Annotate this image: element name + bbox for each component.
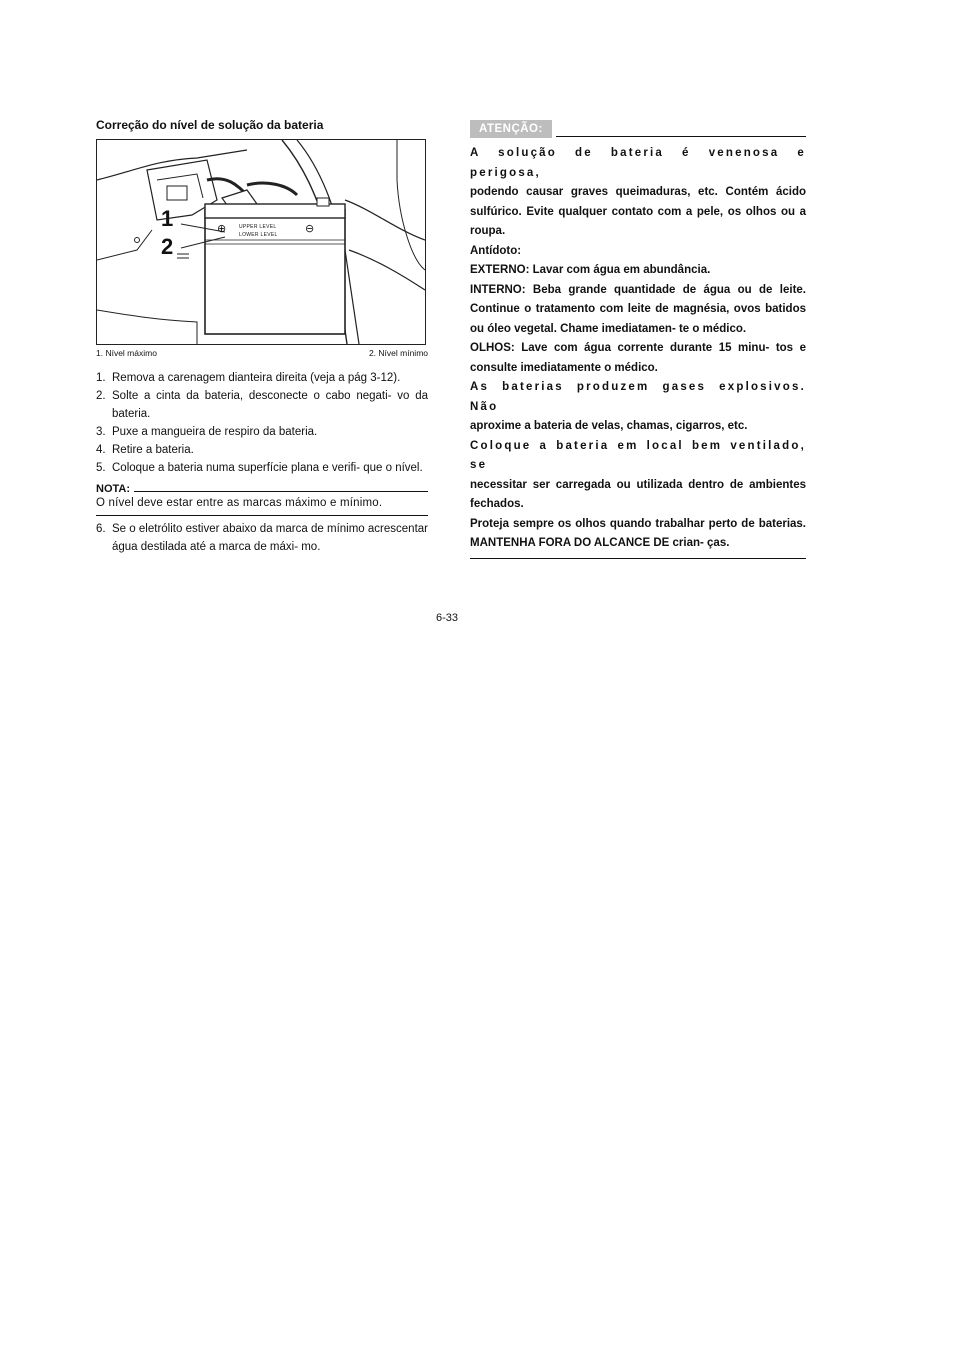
warning-paragraph: Coloque a bateria em local bem ventilado, se (470, 439, 806, 471)
warning-paragraph: podendo causar graves queimaduras, etc. Contém ácido sulfúrico. Evite qualquer contato com a pele, os olhos ou a roupa. (470, 186, 806, 237)
nota-rule (134, 491, 428, 492)
warning-paragraph: As baterias produzem gases explosivos. Não (470, 381, 806, 413)
steps-list (96, 369, 428, 477)
section-title: Correção do nível de solução da bateria (96, 118, 324, 132)
atencao-header (470, 118, 806, 140)
warning-paragraph: necessitar ser carregada ou utilizada dentro de ambientes fechados. (470, 478, 806, 510)
warning-paragraph: Antídoto: (470, 244, 522, 257)
warning-paragraph: OLHOS: Lave com água corrente durante 15 minu- tos e consulte imediatamente o médico. (470, 342, 806, 374)
battery-illustration (97, 140, 425, 344)
warning-paragraph: Proteja sempre os olhos quando trabalhar perto de baterias. MANTENHA FORA DO ALCANCE DE crian- ças. (470, 517, 806, 549)
list-item: 6. Se o eletrólito estiver abaixo da marca de mínimo acrescentar água destilada até a marca de máxi- mo. (96, 523, 428, 553)
steps-list-continued (96, 520, 428, 556)
atencao-rule (556, 136, 806, 137)
nota-label: NOTA: (96, 483, 131, 495)
right-column (470, 118, 806, 559)
atencao-body (470, 144, 806, 559)
warning-paragraph: EXTERNO: Lavar com água em abundância. (470, 264, 711, 276)
list-item: 1. Remova a carenagem dianteira direita (veja a pág 3-12). (96, 372, 401, 384)
list-item: 2. Solte a cinta da bateria, desconecte o cabo negati- vo da bateria. (96, 390, 428, 420)
callout-1: 1 (161, 206, 174, 231)
warning-paragraph: A solução de bateria é venenosa e perigosa, (470, 147, 806, 179)
atencao-badge: ATENÇÃO: (470, 120, 552, 138)
upper-level-label: UPPER LEVEL (239, 224, 277, 230)
left-column (96, 118, 428, 556)
list-item: 4. Retire a bateria. (96, 444, 194, 456)
nota-text: O nível deve estar entre as marcas máximo e mínimo. (96, 495, 428, 516)
caption-min-level: 2. Nível mínimo (368, 348, 428, 358)
page-number: 6-33 (436, 612, 459, 624)
list-item: 3. Puxe a mangueira de respiro da bateria. (96, 426, 318, 438)
minus-terminal-icon: ⊖ (305, 223, 315, 235)
plus-terminal-icon: ⊕ (217, 223, 227, 235)
warning-paragraph: aproxime a bateria de velas, chamas, cigarros, etc. (470, 420, 748, 432)
figure-captions (96, 348, 428, 359)
caption-max-level: 1. Nível máximo (96, 348, 157, 358)
callout-2: 2 (161, 234, 174, 259)
warning-paragraph: INTERNO: Beba grande quantidade de água ou de leite. Continue o tratamento com leite de magnésia, ovos batidos ou óleo vegetal. Chame imediatamen- te o médico. (470, 283, 806, 335)
list-item: 5. Coloque a bateria numa superfície plana e verifi- que o nível. (96, 462, 423, 474)
battery-figure (96, 139, 426, 345)
lower-level-label: LOWER LEVEL (239, 232, 278, 238)
nota-header (96, 479, 428, 495)
